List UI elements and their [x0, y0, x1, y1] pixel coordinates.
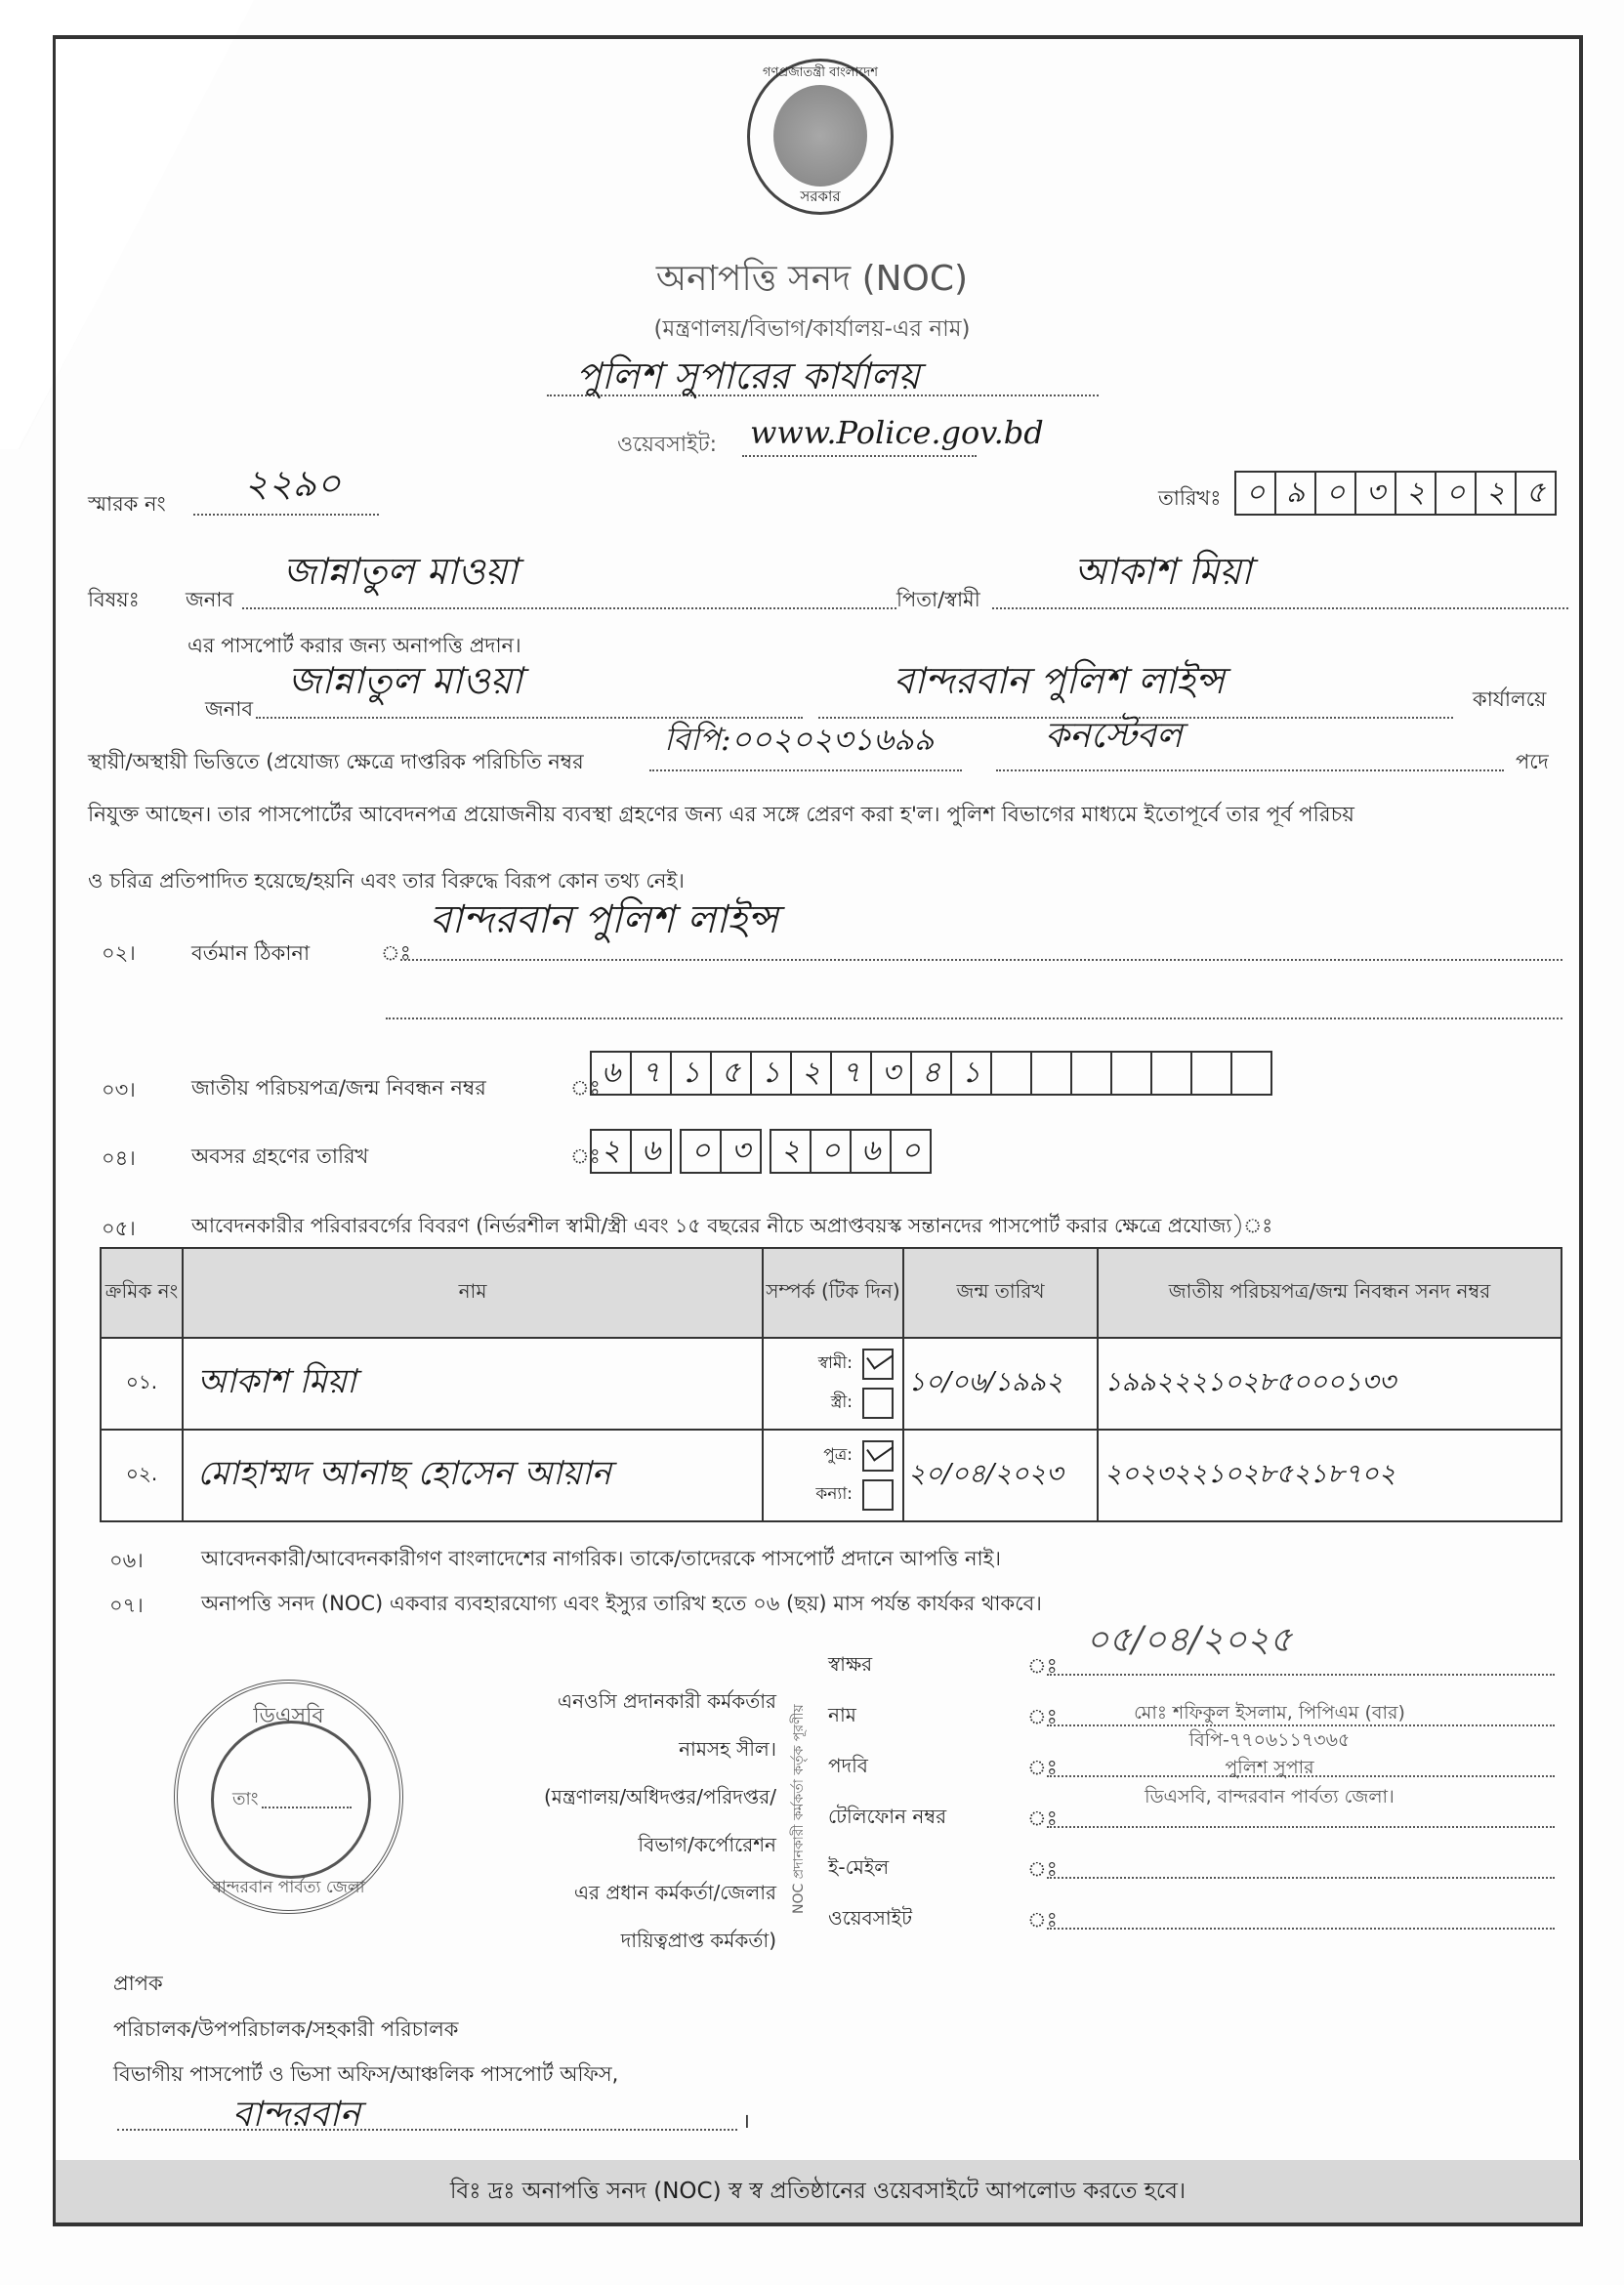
cell-nid: ২০২৩২২১০২৮৫২১৮৭০২	[1098, 1430, 1562, 1521]
memo-label: স্মারক নং	[88, 492, 166, 516]
signature-field-colon: ঃ	[1027, 1857, 1058, 1881]
signature-field-line	[1047, 1928, 1555, 1930]
nid-digit-box	[990, 1051, 1032, 1096]
nid-digit-box: ৭	[830, 1051, 872, 1096]
official-id: বিপি:০০২০২৩১৬৯৯	[664, 721, 935, 758]
header-name: নাম	[183, 1248, 763, 1338]
post-suffix: পদে	[1516, 750, 1549, 773]
cell-relation	[763, 1430, 903, 1521]
nid-digit-box: ৪	[910, 1051, 952, 1096]
recipient-end: ।	[742, 2109, 750, 2133]
member-name: আকাশ মিয়া	[197, 1361, 356, 1401]
address-label: বর্তমান ঠিকানা	[191, 941, 311, 965]
seal-bottom-text: সরকার	[800, 187, 841, 205]
relation-option	[765, 1436, 901, 1475]
table-row	[101, 1338, 1562, 1430]
declaration-06-no: ০৬।	[109, 1549, 144, 1572]
address-value: বান্দরবান পুলিশ লাইন্স	[430, 897, 778, 942]
relation-checkbox[interactable]	[862, 1440, 894, 1472]
footer-note-text: বিঃ দ্রঃ অনাপত্তি সনদ (NOC) স্ব স্ব প্রতিষ্ঠানের ওয়েবসাইটে আপলোড করতে হবে।	[449, 2178, 1187, 2204]
memo-number: ২২৯০	[244, 462, 341, 505]
nid-digit-box: ১	[950, 1051, 992, 1096]
cell-nid: ১৯৯২২২১০২৮৫০০০১৩৩	[1098, 1338, 1562, 1430]
retire-item-no: ০৪।	[102, 1146, 136, 1170]
address-colon: ঃ	[381, 941, 411, 965]
nid-digit-box: ৩	[870, 1051, 912, 1096]
relation-label: স্বামী:	[817, 1353, 853, 1373]
body-mr-label: জনাব	[205, 697, 254, 721]
signature-field-colon: ঃ	[1027, 1908, 1058, 1932]
signature-field-colon: ঃ	[1027, 1756, 1058, 1779]
body-paragraph-2: ও চরিত্র প্রতিপাদিত হয়েছে/হয়নি এবং তার বিরুদ্ধে বিরূপ কোন তথ্য নেই।	[88, 869, 685, 893]
vertical-note: NOC প্রদানকারী কর্মকর্তা কর্তৃক পূরণীয়	[791, 1704, 807, 1914]
nid-digit-box	[1030, 1051, 1072, 1096]
recipient-city: বান্দরবান	[232, 2095, 361, 2135]
nid-digit-box: ১	[670, 1051, 712, 1096]
nid-label: জাতীয় পরিচয়পত্র/জন্ম নিবন্ধন নম্বর	[191, 1076, 486, 1100]
signature-field-label: ই-মেইল	[828, 1855, 890, 1879]
body-paragraph-1: নিযুক্ত আছেন। তার পাসপোর্টের আবেদনপত্র প্রয়োজনীয় ব্যবস্থা গ্রহণের জন্য এর সঙ্গে প্রেরণ করা হ'ল। পুলিশ বিভাগের মাধ্যমে ইতোপূর্বে তার পূর্ব পরিচয়	[88, 803, 1354, 827]
retire-digit-box: ৬	[630, 1129, 672, 1174]
seal-top-text: গণপ্রজাতন্ত্রী বাংলাদেশ	[763, 65, 878, 80]
date-digit-box: ৯	[1274, 471, 1316, 516]
header-serial: ক্রমিক নং	[101, 1248, 183, 1338]
website-value: www.Police.gov.bd	[750, 414, 1044, 451]
seal-emblem	[773, 85, 867, 187]
form-title: অনাপত্তি সনদ (NOC)	[655, 259, 969, 299]
stamp-bp-number: বিপি-৭৭০৬১১৭৩৬৫	[1188, 1729, 1351, 1751]
signature-field-colon: ঃ	[1027, 1705, 1058, 1728]
member-name: মোহাম্মদ আনাছ হোসেন আয়ান	[197, 1453, 611, 1493]
header-relation: সম্পর্ক (টিক দিন)	[763, 1248, 903, 1338]
signature-field-colon: ঃ	[1027, 1654, 1058, 1678]
official-id-line	[649, 769, 962, 771]
father-husband-line	[992, 607, 1568, 609]
signature-field-label: পদবি	[828, 1754, 868, 1777]
subject-mr-label: জনাব	[186, 588, 234, 611]
nid-digit-box	[1070, 1051, 1112, 1096]
stamp-officer-name: মোঃ শফিকুল ইসলাম, পিপিএম (বার)	[1134, 1702, 1405, 1724]
relation-checkbox[interactable]	[862, 1479, 894, 1511]
signature-field-line	[1047, 1826, 1555, 1828]
date-digit-box: ২	[1475, 471, 1517, 516]
left-line-6: দায়িত্বপ্রাপ্ত কর্মকর্তা)	[620, 1929, 776, 1952]
nid-digit-box: ২	[790, 1051, 832, 1096]
round-office-stamp	[174, 1680, 403, 1914]
relation-label: কন্যা:	[815, 1484, 853, 1504]
date-digit-box: ০	[1234, 471, 1276, 516]
retire-colon: ঃ	[570, 1144, 601, 1168]
table-row	[101, 1430, 1562, 1521]
stamp-unit: ডিএসবি, বান্দরবান পার্বত্য জেলা।	[1145, 1786, 1395, 1807]
relation-checkbox[interactable]	[862, 1388, 894, 1419]
nid-digit-box	[1230, 1051, 1272, 1096]
date-digit-box: ০	[1435, 471, 1477, 516]
address-line-1	[400, 959, 1562, 961]
subject-name-line	[242, 607, 896, 609]
relation-label: স্ত্রী:	[830, 1392, 853, 1412]
left-line-4: বিভাগ/কর্পোরেশন	[638, 1833, 776, 1856]
retire-digit-box: ০	[680, 1129, 722, 1174]
subject-label: বিষয়ঃ	[88, 588, 140, 611]
date-digit-box: ০	[1314, 471, 1356, 516]
round-stamp-date-line	[262, 1807, 352, 1808]
stamp-designation: পুলিশ সুপার	[1225, 1757, 1314, 1778]
signature-field-label: নাম	[828, 1703, 856, 1726]
address-line-2	[386, 1018, 1562, 1019]
nid-digit-box: ৫	[710, 1051, 752, 1096]
declaration-07-no: ০৭।	[109, 1594, 144, 1617]
cell-dob: ১০/০৬/১৯৯২	[903, 1338, 1098, 1430]
declaration-07-text: অনাপত্তি সনদ (NOC) একবার ব্যবহারযোগ্য এবং ইস্যুর তারিখ হতে ০৬ (ছয়) মাস পর্যন্ত কার্যকর থাকবে।	[201, 1592, 1042, 1615]
website-line	[742, 455, 977, 457]
cell-serial: ০১.	[101, 1338, 183, 1430]
recipient-city-line	[117, 2129, 737, 2131]
retire-digit-box: ২	[590, 1129, 632, 1174]
cell-name	[183, 1430, 763, 1521]
government-seal-icon	[747, 59, 894, 215]
cell-serial: ০২.	[101, 1430, 183, 1521]
declaration-06-text: আবেদনকারী/আবেদনকারীগণ বাংলাদেশের নাগরিক। তাকে/তাদেরকে পাসপোর্ট প্রদানে আপত্তি নাই।	[201, 1547, 1002, 1570]
retire-digit-box: ৬	[850, 1129, 892, 1174]
form-subtitle: (মন্ত্রণালয়/বিভাগ/কার্যালয়-এর নাম)	[653, 316, 971, 342]
header-dob: জন্ম তারিখ	[903, 1248, 1098, 1338]
family-item-no: ০৫।	[102, 1217, 136, 1240]
post-value: কনস্টেবল	[1045, 716, 1183, 756]
relation-option	[765, 1345, 901, 1384]
nid-digit-box: ৬	[590, 1051, 632, 1096]
retire-digit-box: ০	[810, 1129, 852, 1174]
signature-left-lines	[459, 1678, 776, 1965]
signature-field-line	[1047, 1877, 1555, 1879]
address-item-no: ০২।	[102, 941, 136, 965]
header-nid: জাতীয় পরিচয়পত্র/জন্ম নিবন্ধন সনদ নম্বর	[1098, 1248, 1562, 1338]
family-table	[100, 1247, 1562, 1522]
footer-note	[56, 2160, 1580, 2223]
signature-field-label: ওয়েবসাইট	[828, 1906, 912, 1930]
father-husband-label: পিতা/স্বামী	[896, 588, 980, 611]
retirement-date-boxes	[592, 1129, 932, 1174]
signature-date: ০৫/০৪/২০২৫	[1086, 1620, 1293, 1660]
signature-field-label: স্বাক্ষর	[828, 1652, 873, 1676]
office-name-value: পুলিশ সুপারের কার্যালয়	[576, 354, 920, 397]
subject-line2: এর পাসপোর্ট করার জন্য অনাপত্তি প্রদান।	[187, 634, 521, 657]
left-line-2: নামসহ সীল।	[679, 1737, 776, 1761]
post-line	[996, 769, 1504, 771]
subject-name: জান্নাতুল মাওয়া	[283, 550, 519, 593]
body-office-value: বান্দরবান পুলিশ লাইন্স	[894, 659, 1226, 702]
website-label: ওয়েবসাইট:	[617, 433, 717, 457]
round-stamp-date-label: তাং	[232, 1789, 259, 1809]
nid-digit-box	[1150, 1051, 1192, 1096]
family-label: আবেদনকারীর পরিবারবর্গের বিবরণ (নির্ভরশীল স্বামী/স্ত্রী এবং ১৫ বছরের নীচে অপ্রাপ্তবয়স্ক সন্তানদের পাসপোর্ট করার ক্ষেত্রে প্রযোজ্য)ঃ	[191, 1214, 1273, 1237]
relation-label: পুত্র:	[823, 1445, 853, 1465]
nid-digit-box: ৭	[630, 1051, 672, 1096]
issue-date-boxes	[1236, 471, 1557, 516]
date-digit-box: ৫	[1515, 471, 1557, 516]
cell-name	[183, 1338, 763, 1430]
relation-option	[765, 1384, 901, 1423]
body-name: জান্নাতুল মাওয়া	[288, 659, 523, 702]
recipient-line-2: বিভাগীয় পাসপোর্ট ও ভিসা অফিস/আঞ্চলিক পাসপোর্ট অফিস,	[113, 2062, 619, 2086]
nid-item-no: ০৩।	[102, 1078, 136, 1101]
father-husband-value: আকাশ মিয়া	[1074, 550, 1252, 593]
retire-digit-box: ০	[890, 1129, 932, 1174]
round-stamp-top: ডিএসবি	[253, 1704, 324, 1728]
cell-relation	[763, 1338, 903, 1430]
signature-field-colon: ঃ	[1027, 1807, 1058, 1830]
recipient-label: প্রাপক	[113, 1972, 163, 1995]
relation-checkbox[interactable]	[862, 1349, 894, 1380]
nid-digit-box: ১	[750, 1051, 792, 1096]
cell-dob: ২০/০৪/২০২৩	[903, 1430, 1098, 1521]
date-digit-box: ৩	[1354, 471, 1396, 516]
office-suffix: কার্যালয়ে	[1473, 687, 1547, 711]
signature-field-line	[1047, 1674, 1555, 1676]
nid-digit-box	[1110, 1051, 1152, 1096]
left-line-5: এর প্রধান কর্মকর্তা/জেলার	[573, 1881, 776, 1904]
nid-colon: ঃ	[570, 1076, 601, 1100]
signature-field-label: টেলিফোন নম্বর	[828, 1805, 947, 1828]
nid-digit-box	[1190, 1051, 1232, 1096]
round-stamp-bottom: বান্দরবান পার্বত্য জেলা	[212, 1878, 365, 1897]
nid-number-boxes	[592, 1051, 1272, 1096]
left-line-3: (মন্ত্রণালয়/অধিদপ্তর/পরিদপ্তর/	[543, 1785, 776, 1808]
retire-digit-box: ৩	[720, 1129, 762, 1174]
date-digit-box: ২	[1395, 471, 1437, 516]
retire-label: অবসর গ্রহণের তারিখ	[191, 1144, 369, 1168]
left-line-1: এনওসি প্রদানকারী কর্মকর্তার	[557, 1689, 776, 1713]
relation-option	[765, 1475, 901, 1515]
date-label: তারিখঃ	[1158, 486, 1222, 510]
retire-digit-box: ২	[770, 1129, 812, 1174]
recipient-line-1: পরিচালক/উপপরিচালক/সহকারী পরিচালক	[113, 2017, 459, 2041]
tenure-text: স্থায়ী/অস্থায়ী ভিত্তিতে (প্রযোজ্য ক্ষেত্রে দাপ্তরিক পরিচিতি নম্বর	[88, 750, 584, 773]
